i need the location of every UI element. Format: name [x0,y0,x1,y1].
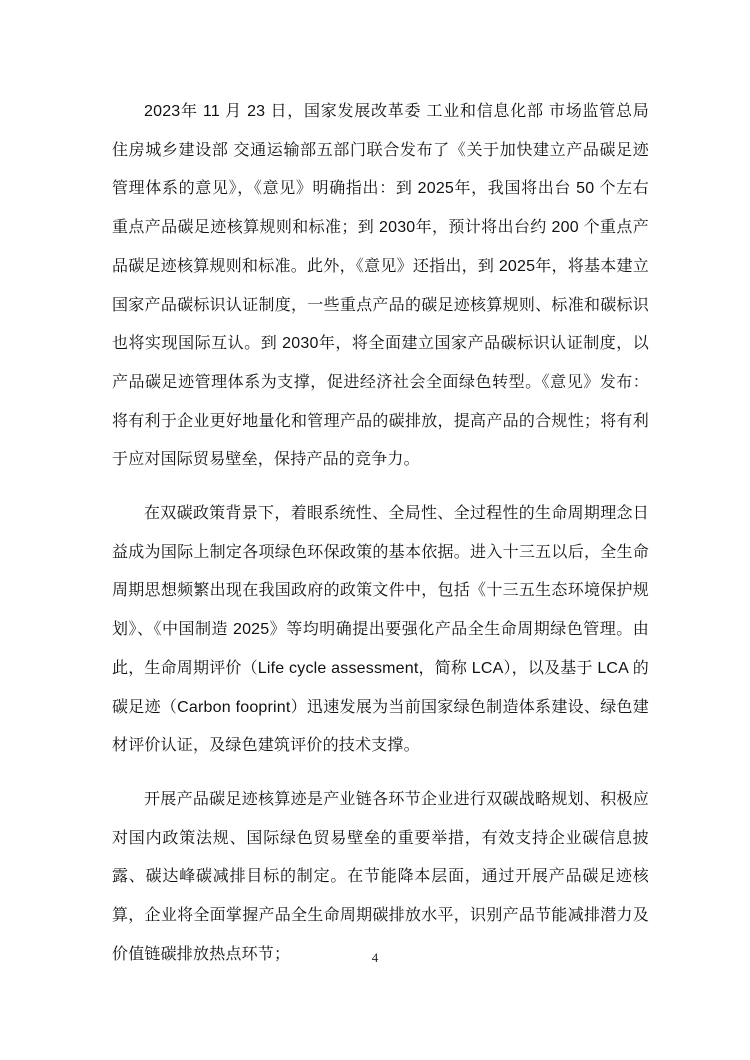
page-number: 4 [371,950,379,965]
paragraph: 开展产品碳足迹核算迹是产业链各环节企业进行双碳战略规划、积极应对国内政策法规、国际绿色贸易壁垒的重要举措，有效支持企业碳信息披露、碳达峰碳减排目标的制定。在节能降本层面，通过开展产品碳足迹核算，企业将全面掌握产品全生命周期碳排放水平，识别产品节能减排潜力及价值链碳排放热点环节； [112,790,649,963]
paragraph: 在双碳政策背景下，着眼系统性、全局性、全过程性的生命周期理念日益成为国际上制定各项绿色环保政策的基本依据。进入十三五以后，全生命周期思想频繁出现在我国政府的政策文件中，包括《十三五生态环境保护规划》、《中国制造 2025》等均明确提出要强化产品全生命周期绿色管理。由此，生命周期评价（Life cycle assessment，简称 LCA），以及基于 LCA 的碳足迹（Carbon fooprint）迅速发展为当前国家绿色制造体系建设、绿色建材评价认证，及绿色建筑评价的技术支撑。 [112,505,650,755]
document-body [112,93,649,989]
paragraph: 2023年 11 月 23 日，国家发展改革委 工业和信息化部 市场监管总局 住房城乡建设部 交通运输部五部门联合发布了《关于加快建立产品碳足迹管理体系的意见》，《意见》明确指出：到 2025年，我国将出台 50 个左右重点产品碳足迹核算规则和标准；到 2030年，预计将出台约 200 个重点产品碳足迹核算规则和标准。此外，《意见》还指出，到 2025年，将基本建立国家产品碳标识认证制度，一些重点产品的碳足迹核算规则、标准和碳标识也将实现国际互认。到 2030年，将全面建立国家产品碳标识认证制度，以产品碳足迹管理体系为支撑，促进经济社会全面绿色转型。《意见》发布：将有利于企业更好地量化和管理产品的碳排放，提高产品的合规性；将有利于应对国际贸易壁垒，保持产品的竞争力。 [112,103,649,469]
